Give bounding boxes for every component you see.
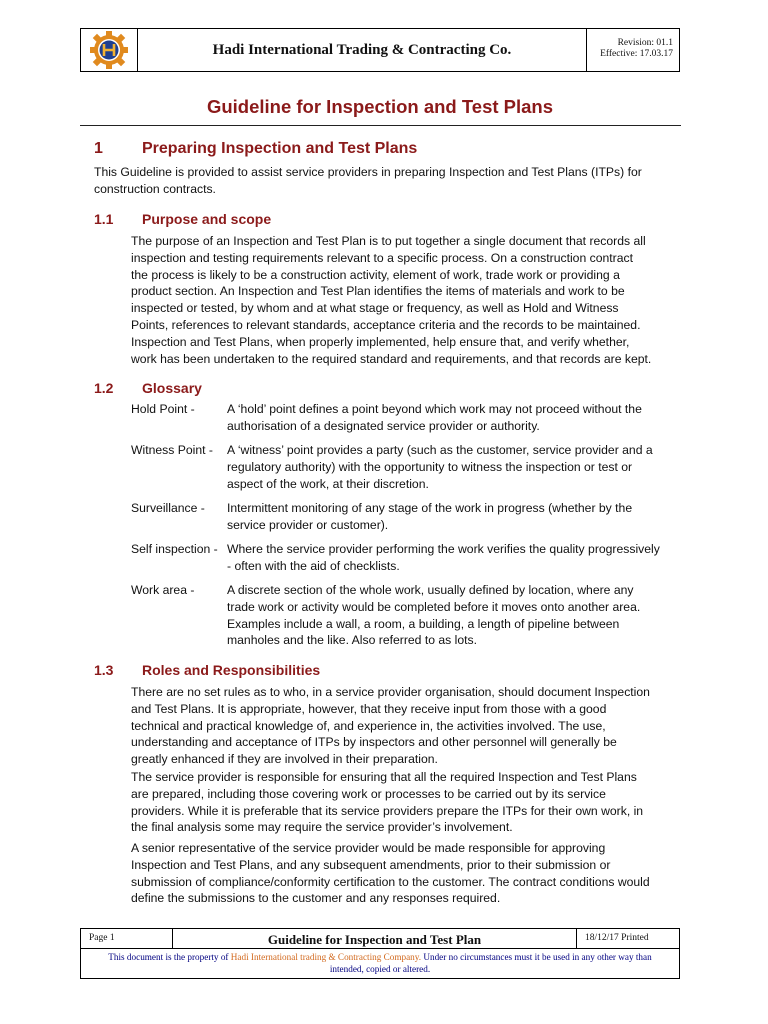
text-line: The purpose of an Inspection and Test Plan is to put together a single document that records all [131,234,646,248]
footer-title: Guideline for Inspection and Test Plan [173,929,577,948]
page-number: Page 1 [81,929,173,948]
text-line: submission of compliance/conformity certification to the customer. The contract conditions would [131,874,650,889]
text-line: - often with the aid of checklists. [227,558,400,573]
text-line: greatly enhanced if they are involved in their preparation. [131,752,438,767]
company-logo [81,29,138,71]
effective-date: Effective: 17.03.17 [600,49,673,59]
text-line: providers. While it is preferable that its service providers prepare the ITPs for their own work, in [131,803,644,818]
text-line: trade work or activity would be completed before it moves onto another area. [227,599,641,614]
text-line: Intermittent monitoring of any stage of the work in progress (whether by the [227,501,633,515]
glossary-term: Self inspection - [131,542,218,556]
glossary-term: Surveillance - [131,501,205,515]
text-line: A discrete section of the whole work, usually defined by location, where any [227,583,634,597]
glossary-definition [227,582,682,649]
section-title: Purpose and scope [142,211,272,227]
text-line: inspection and testing requirements relevant to a specific process. On a construction contract [131,250,633,265]
glossary-term: Work area - [131,583,195,597]
text-line: technical and practical knowledge of, and experience in, the activities involved. The use, [131,718,606,733]
notice-text: Under no circumstances must it be used in any other way than intended, copied or altered. [329,952,652,974]
text-line: authorisation of a designated service provider or authority. [227,418,540,433]
text-line: A ‘hold’ point defines a point beyond which work may not proceed without the [227,402,642,416]
text-line: and Test Plans. It is appropriate, however, that they receive input from those with a good [131,701,607,716]
text-line: aspect of the work, at their discretion. [227,476,429,491]
text-line: understanding and acceptance of ITPs by inspectors and other personnel will generally be [131,735,617,750]
section-title: Roles and Responsibilities [142,662,321,678]
section-1-heading [94,140,417,158]
section-number: 1 [94,140,103,157]
text-line: A ‘witness’ point provides a party (such as the customer, service provider and a [227,443,653,457]
text-line: Where the service provider performing the work verifies the quality progressively [227,542,660,556]
notice-text: This document is the property of [108,952,231,962]
glossary-definition [227,442,682,492]
section-1-3-heading [94,662,320,678]
printed-date: 18/12/17 Printed [585,933,649,943]
section-title: Preparing Inspection and Test Plans [142,140,418,157]
section-number: 1.1 [94,211,114,227]
title-divider [80,125,681,126]
revision-number: Revision: 01.1 [617,38,673,48]
section-title: Glossary [142,380,202,396]
purpose-paragraph [131,233,651,367]
glossary-definition [227,541,682,575]
text-line: Inspection and Test Plans, when properly implemented, help ensure that, and verify whether, [131,334,630,349]
text-line: The service provider is responsible for ensuring that all the required Inspection and Test Plans [131,770,637,784]
text-line: Inspection and Test Plans, and any subsequent amendments, prior to their submission or [131,857,611,872]
glossary-term: Witness Point - [131,443,213,457]
section-number: 1.2 [94,380,114,396]
glossary-definition [227,401,682,435]
section-1-2-heading [94,380,202,396]
text-line: the final analysis some may require the service provider’s involvement. [131,820,513,835]
text-line: the process is likely to be a construction activity, element of work, trade work or providing a [131,267,620,282]
roles-paragraph-3 [131,840,650,907]
section-number: 1.3 [94,662,114,678]
text-line: product section. An Inspection and Test Plan identifies the items of materials and work to be [131,284,625,299]
section-1-1-heading [94,211,271,227]
roles-paragraph-1 [131,684,650,768]
text-line: Examples include a wall, a room, a building, a length of pipeline between [227,616,620,631]
document-footer [80,928,680,979]
document-title: Guideline for Inspection and Test Plans [206,96,554,117]
text-line: construction contracts. [94,181,216,196]
ownership-notice [81,949,679,978]
text-line: inspected or tested, by whom and at what stage or frequency, as well as Hold and Witness [131,301,619,316]
roles-paragraph-2 [131,769,643,836]
footer-info-row [81,929,679,949]
text-line: A senior representative of the service provider would be made responsible for approving [131,841,606,855]
text-line: service provider or customer). [227,517,389,532]
revision-block [587,29,679,71]
company-name: Hadi International Trading & Contracting Co. [138,29,587,71]
text-line: work has been undertaken to the required standard and requirements, and that records are kept. [131,351,652,366]
notice-company: Hadi International trading & Contracting Company. [230,952,422,962]
text-line: Points, references to relevant standards, acceptance criteria and the records to be maintained. [131,317,641,332]
glossary-definition [227,500,682,534]
glossary-term: Hold Point - [131,402,195,416]
document-header [80,28,680,72]
text-line: regulatory authority) with the opportunity to witness the inspection or test or [227,459,633,474]
text-line: define the submissions to the customer and any responses required. [131,891,501,906]
text-line: are prepared, including those covering work or processes to be carried out by its service [131,786,606,801]
text-line: There are no set rules as to who, in a service provider organisation, should document Inspection [131,685,650,699]
gear-logo-icon [88,30,130,70]
text-line: manholes and the like. Also referred to as lots. [227,633,477,648]
section-1-intro [94,164,642,198]
text-line: This Guideline is provided to assist service providers in preparing Inspection and Test Plans (ITPs) for [94,165,642,179]
